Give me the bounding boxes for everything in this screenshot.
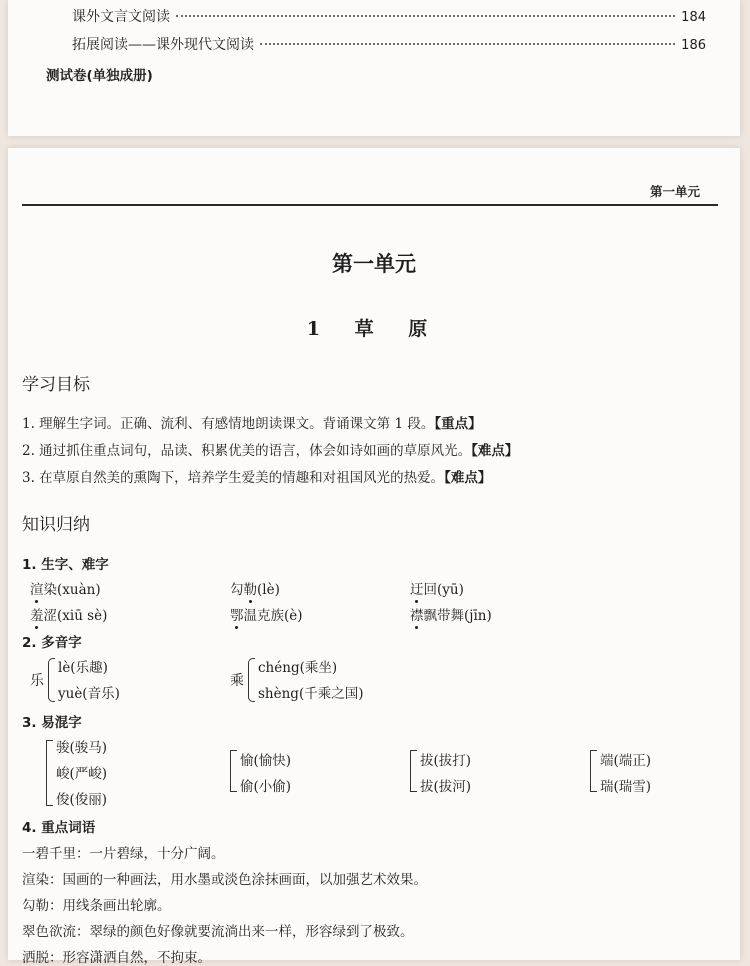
goal-text: 3. 在草原自然美的熏陶下，培养学生爱美的情趣和对祖国风光的热爱。 — [22, 470, 445, 486]
subsection-title: 3. 易混字 — [22, 715, 82, 731]
confusable-item: 愉(愉快) — [240, 753, 292, 769]
dotted-char: 鄂 — [230, 604, 244, 624]
confusable-item: 偷(小偷) — [240, 779, 292, 795]
reading-item: yuè(音乐) — [58, 686, 120, 702]
confusable-item: 峻(严峻) — [56, 766, 108, 782]
word-rest: 温克族(è) — [243, 608, 303, 624]
knowledge-heading: 知识归纳 — [22, 515, 90, 535]
confusable-item: 瑞(瑞雪) — [600, 779, 652, 795]
vocab-item: 翠色欲流：翠绿的颜色好像就要流淌出来一样，形容绿到了极致。 — [22, 924, 414, 940]
header-rule — [22, 204, 718, 206]
goal-item — [22, 439, 518, 459]
toc-entry[interactable] — [72, 6, 706, 28]
toc-leader-dots — [260, 43, 675, 45]
dotted-char: 羞 — [30, 604, 44, 624]
confusable-item: 骏(骏马) — [56, 740, 108, 756]
word-rest: 染(xuàn) — [43, 582, 101, 598]
subsection-title: 4. 重点词语 — [22, 820, 96, 836]
lesson-title: 1 草 原 — [306, 318, 442, 340]
confusable-item: 拔(拔打) — [420, 753, 472, 769]
goal-tag: 【难点】 — [444, 470, 492, 486]
word-item — [230, 578, 280, 598]
brace-icon — [590, 750, 597, 792]
word-rest: 飘带舞(jīn) — [423, 608, 492, 624]
goal-tag: 【难点】 — [471, 443, 519, 459]
goals-heading: 学习目标 — [22, 375, 90, 395]
brace-icon — [46, 740, 53, 806]
word-rest: 涩(xiū sè) — [43, 608, 108, 624]
brace-icon — [230, 750, 237, 792]
running-head: 第一单元 — [649, 184, 700, 199]
dotted-char: 渲 — [30, 578, 44, 598]
vocab-item: 洒脱：形容潇洒自然，不拘束。 — [22, 950, 211, 966]
unit-title: 第一单元 — [332, 252, 416, 276]
toc-entry[interactable] — [72, 34, 706, 56]
toc-entry-title: 拓展阅读——课外现代文阅读 — [72, 37, 254, 53]
dotted-char: 襟 — [410, 604, 424, 624]
polyphone-char: 乐 — [30, 673, 44, 689]
lesson-page — [8, 148, 740, 966]
vocab-item: 一碧千里：一片碧绿，十分广阔。 — [22, 846, 225, 862]
brace-icon — [48, 658, 55, 702]
toc-entry-title: 课外文言文阅读 — [72, 9, 170, 25]
word-item — [410, 578, 464, 598]
confusable-item: 拔(拔河) — [420, 779, 472, 795]
dotted-char: 勒 — [244, 578, 258, 598]
toc-entry-page: 184 — [681, 10, 706, 25]
vocab-item: 勾勒：用线条画出轮廓。 — [22, 898, 171, 914]
word-item — [30, 578, 101, 598]
confusable-item: 端(端正) — [600, 753, 652, 769]
vocab-item: 渲染：国画的一种画法，用水墨或淡色涂抹画面，以加强艺术效果。 — [22, 872, 427, 888]
word-item — [410, 604, 492, 624]
goal-item — [22, 412, 482, 432]
word-rest: (lè) — [257, 582, 280, 598]
polyphone-char: 乘 — [230, 673, 244, 689]
reading-item: lè(乐趣) — [58, 660, 108, 676]
dotted-char: 迂 — [410, 578, 424, 598]
word-item — [230, 604, 303, 624]
toc-test-paper: 测试卷(单独成册) — [46, 68, 153, 84]
confusable-item: 俊(俊丽) — [56, 792, 108, 808]
toc-page — [8, 0, 740, 136]
word-lead: 勾 — [230, 582, 244, 598]
brace-icon — [410, 750, 417, 792]
goal-text: 2. 通过抓住重点词句，品读、积累优美的语言，体会如诗如画的草原风光。 — [22, 443, 472, 459]
toc-entry-page: 186 — [681, 38, 706, 53]
brace-icon — [248, 658, 255, 702]
goal-item — [22, 466, 491, 486]
goal-text: 1. 理解生字词。正确、流利、有感情地朗读课文。背诵课文第 1 段。 — [22, 416, 435, 432]
subsection-title: 2. 多音字 — [22, 635, 82, 651]
subsection-title: 1. 生字、难字 — [22, 557, 109, 573]
reading-item: shèng(千乘之国) — [258, 686, 364, 702]
toc-leader-dots — [176, 15, 675, 17]
goal-tag: 【重点】 — [434, 416, 482, 432]
word-item — [30, 604, 107, 624]
word-rest: 回(yū) — [423, 582, 464, 598]
reading-item: chéng(乘坐) — [258, 660, 338, 676]
